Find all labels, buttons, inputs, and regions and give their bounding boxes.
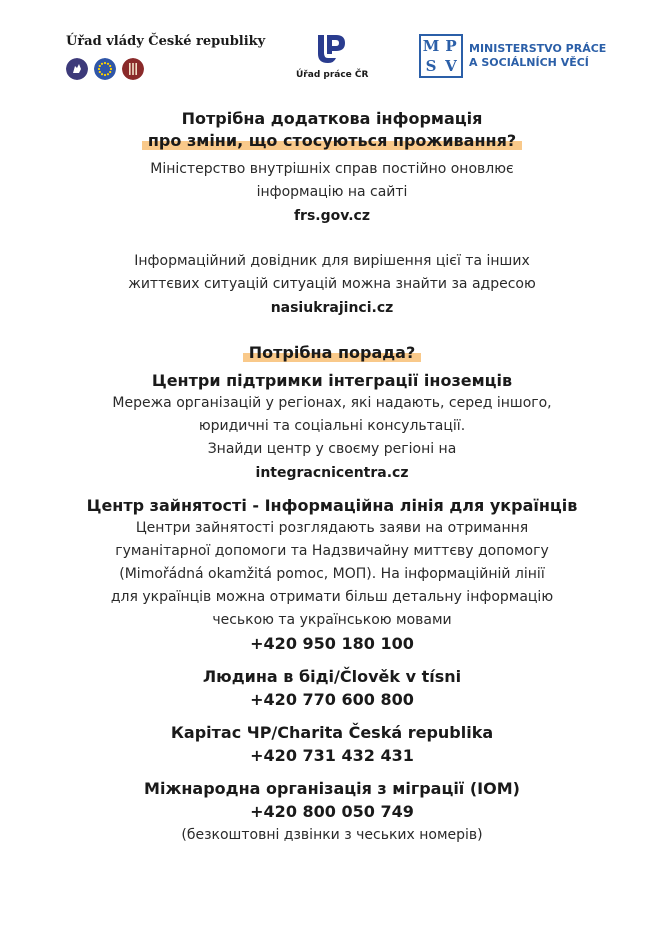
employment-title: Центр зайнятості - Інформаційна лінія для українців xyxy=(86,496,578,515)
pin-phone[interactable]: +420 770 600 800 xyxy=(250,690,414,709)
link-integracnicentra[interactable]: integracnicentra.cz xyxy=(255,465,409,481)
mpsv-line1: MINISTERSTVO PRÁCE xyxy=(469,42,607,55)
charita-title: Карітас ЧР/Charita Česká republika xyxy=(170,723,494,742)
columns-emblem-icon xyxy=(122,58,144,80)
pin-title: Людина в біді/Člověk v tísni xyxy=(202,667,462,686)
charita-phone[interactable]: +420 731 432 431 xyxy=(250,746,414,765)
gov-logo xyxy=(66,34,265,80)
section1-heading-line2: про зміни, що стосуються проживання? xyxy=(142,131,522,150)
employment-line3: (Mimořádná okamžitá pomoc, МОП). На інформаційній лінії xyxy=(119,566,545,582)
link-frs[interactable]: frs.gov.cz xyxy=(293,208,371,224)
iom-note: (безкоштовні дзвінки з чеських номерів) xyxy=(181,827,483,843)
lion-emblem-icon xyxy=(66,58,88,80)
section1-text-line3: Інформаційний довідник для вирішення цієї та інших xyxy=(134,253,530,269)
mpsv-line2: A SOCIÁLNÍCH VĚCÍ xyxy=(469,56,589,69)
employment-line4: для українців можна отримати більш детальну інформацію xyxy=(110,589,554,605)
up-label: Úřad práce ČR xyxy=(296,70,369,80)
section2-heading: Потрібна порада? xyxy=(243,343,421,362)
link-nasiukrajinci[interactable]: nasiukrajinci.cz xyxy=(270,300,394,316)
gov-title: Úřad vlády České republiky xyxy=(66,34,266,49)
mpsv-letter-p: P xyxy=(445,37,457,55)
up-logo xyxy=(296,32,369,80)
employment-line2: гуманітарної допомоги та Надзвичайну миттєву допомогу xyxy=(115,543,549,559)
mpsv-letter-s: S xyxy=(425,57,437,75)
mpsv-letter-v: V xyxy=(445,57,457,75)
employment-line5: чеською та українською мовами xyxy=(212,612,452,628)
centers-line2: юридичні та соціальні консультації. xyxy=(198,418,466,434)
section1-text-line4: життєвих ситуацій ситуацій можна знайти за адресою xyxy=(128,276,536,292)
section1-text-line2: інформацію на сайті xyxy=(256,184,408,200)
content xyxy=(0,108,664,847)
gov-seals xyxy=(66,58,265,80)
header xyxy=(0,0,664,90)
centers-line3: Знайди центр у своєму регіоні на xyxy=(207,441,457,457)
up-logo-icon xyxy=(314,32,348,66)
iom-title: Міжнародна організація з міграції (IOM) xyxy=(144,779,520,798)
centers-title: Центри підтримки інтеграції іноземців xyxy=(151,371,513,390)
employment-line1: Центри зайнятості розглядають заяви на отримання xyxy=(135,520,529,536)
employment-phone[interactable]: +420 950 180 100 xyxy=(250,634,414,653)
eu-stars-icon xyxy=(94,58,116,80)
section1-text-line1: Міністерство внутрішніх справ постійно оновлює xyxy=(150,161,514,177)
iom-phone[interactable]: +420 800 050 749 xyxy=(250,802,414,821)
mpsv-letter-m: M xyxy=(422,37,440,55)
centers-line1: Мережа організацій у регіонах, які надають, серед іншого, xyxy=(112,395,552,411)
mpsv-text xyxy=(469,42,606,70)
mpsv-box-icon xyxy=(419,34,463,78)
mpsv-logo xyxy=(419,34,606,78)
section1-heading-line1: Потрібна додаткова інформація xyxy=(181,109,483,128)
